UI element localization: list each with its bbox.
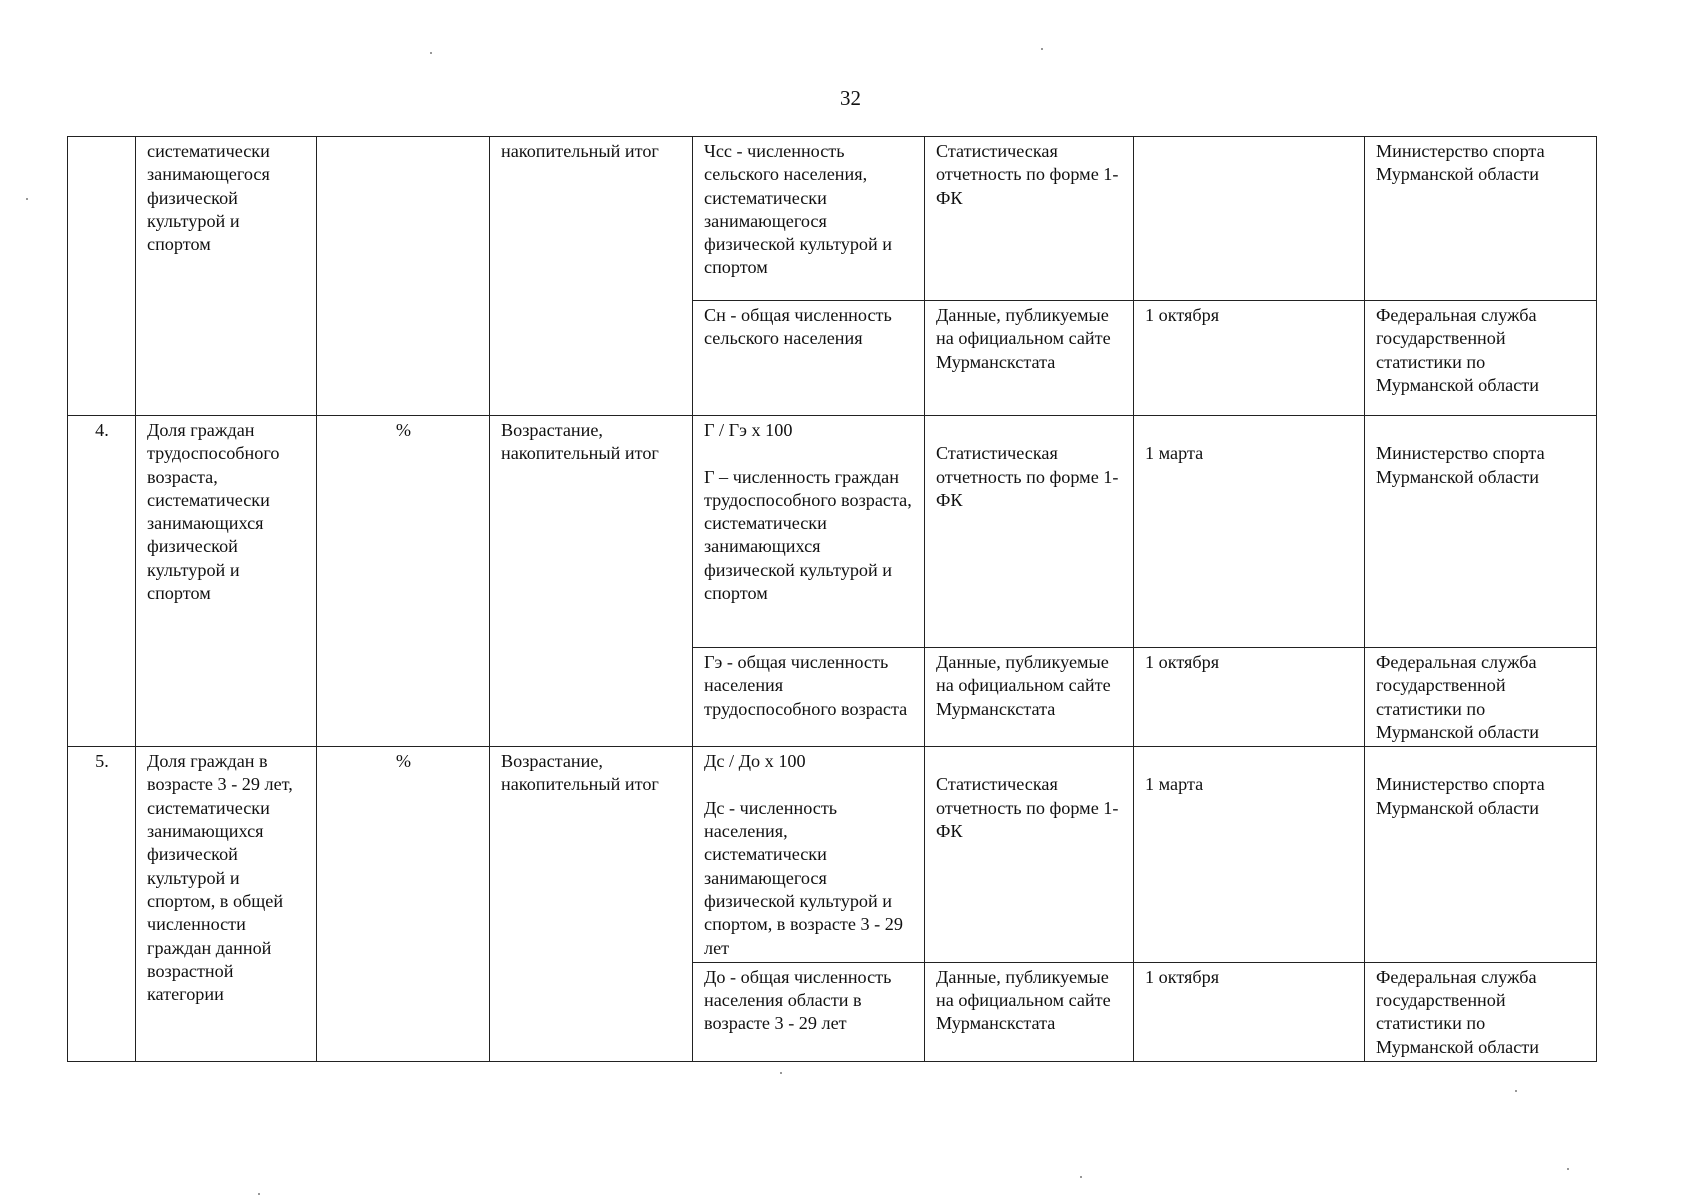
date-cell: 1 октября [1134,962,1365,1061]
responsible-cell: Федеральная служба государственной статистики по Мурманской области [1365,648,1597,747]
scan-speck [430,52,432,54]
table-row [68,137,1597,301]
source-cell [925,416,1134,648]
indicator-name-cell: Доля граждан трудоспособного возраста, систематически занимающихся физической культурой и спортом [136,416,317,747]
scan-speck [1567,1168,1569,1170]
source-cell: Статистическая отчетность по форме 1-ФК [925,137,1134,301]
responsible-cell [1365,747,1597,963]
variable-cell: Сн - общая численность сельского населения [693,301,925,416]
table-row [68,416,1597,648]
variable-text: Г – численность граждан трудоспособного возраста, систематически занимающихся физической культурой и спортом [704,466,912,604]
variable-cell: До - общая численность населения области в возрасте 3 - 29 лет [693,962,925,1061]
formula: Г / Гэ х 100 [704,420,793,440]
unit-cell: % [317,416,490,747]
responsible-cell: Федеральная служба государственной статистики по Мурманской области [1365,962,1597,1061]
scan-speck [26,198,28,200]
responsible-cell [1365,416,1597,648]
responsible-cell: Федеральная служба государственной статистики по Мурманской области [1365,301,1597,416]
date-text: 1 марта [1145,774,1204,795]
date-cell: 1 октября [1134,301,1365,416]
date-cell [1134,416,1365,648]
date-cell: 1 октября [1134,648,1365,747]
scan-speck [1041,48,1043,50]
responsible-text: Министерство спорта Мурманской области [1376,443,1545,487]
indicators-table [67,136,1597,1062]
variable-cell [693,416,925,648]
variable-cell: Гэ - общая численность населения трудоспособного возраста [693,648,925,747]
variable-cell [693,747,925,963]
source-cell [925,747,1134,963]
variable-text: Дс - численность населения, систематически занимающегося физической культурой и спортом, в возрасте 3 - 29 лет [704,797,903,958]
source-cell: Данные, публикуемые на официальном сайте Мурманскстата [925,962,1134,1061]
method-cell: накопительный итог [490,137,693,416]
page-number: 32 [840,86,861,110]
scan-speck [780,1072,782,1074]
variable-cell: Чсс - численность сельского населения, систематически занимающегося физической культурой и спортом [693,137,925,301]
date-text: 1 марта [1145,443,1204,464]
scan-speck [1080,1176,1082,1178]
table-row [68,747,1597,963]
source-cell: Данные, публикуемые на официальном сайте Мурманскстата [925,301,1134,416]
date-cell [1134,137,1365,301]
source-text: Статистическая отчетность по форме 1-ФК [936,443,1119,510]
responsible-text: Министерство спорта Мурманской области [1376,774,1545,818]
scan-speck [1515,1090,1517,1092]
number-cell: 5. [68,747,136,1062]
number-cell: 4. [68,416,136,747]
source-text: Статистическая отчетность по форме 1-ФК [936,774,1119,842]
unit-cell: % [317,747,490,1062]
date-cell [1134,747,1365,963]
indicator-name-cell: Доля граждан в возрасте 3 - 29 лет, систематически занимающихся физической культурой и спортом, в общей численности граждан данной возрастной категории [136,747,317,1062]
unit-cell [317,137,490,416]
responsible-cell: Министерство спорта Мурманской области [1365,137,1597,301]
scan-speck [258,1193,260,1195]
method-cell: Возрастание, накопительный итог [490,416,693,747]
formula: Дс / До х 100 [704,751,806,772]
number-cell [68,137,136,416]
indicator-name-cell: систематически занимающегося физической культурой и спортом [136,137,317,416]
method-cell: Возрастание, накопительный итог [490,747,693,1062]
source-cell: Данные, публикуемые на официальном сайте Мурманскстата [925,648,1134,747]
